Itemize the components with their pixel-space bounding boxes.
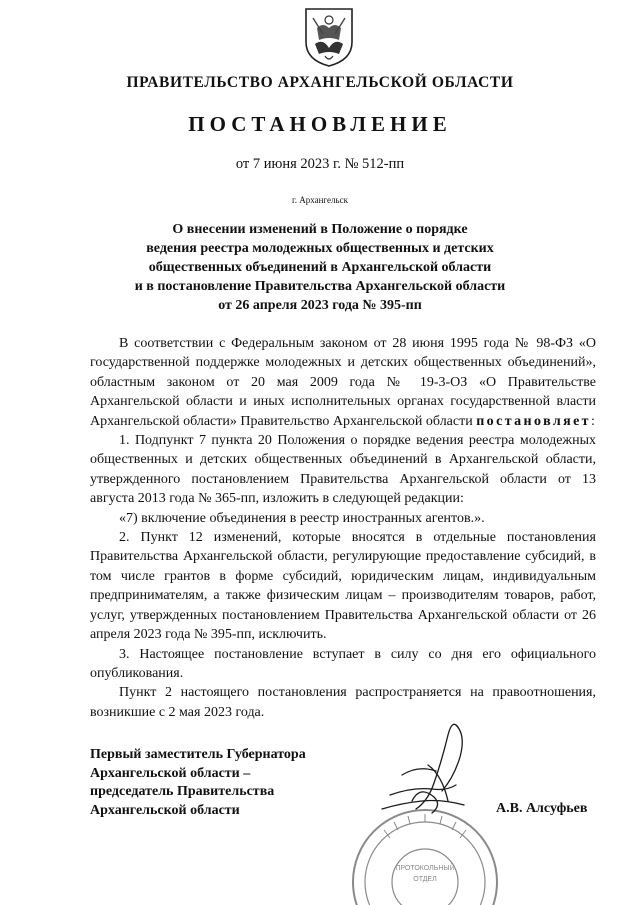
signer-position-line: председатель Правительства	[90, 784, 275, 799]
title-line: ведения реестра молодежных общественных и детских	[146, 241, 494, 256]
decree-body	[90, 334, 596, 722]
signer-position-line: Архангельской области	[90, 802, 240, 818]
decree-date-number: от 7 июня 2023 г. № 512-пп	[235, 156, 405, 172]
preamble-text: В соответствии с Федеральным законом от 28 июня 1995 года № 98-ФЗ «О государственной поддержке молодежных и детских общественных объединений», областным законом от 20 мая 2009 года № 19-3-ОЗ «О Правительстве Архангельской области и иных исполнительных органах государственной власти Архангельской области» Правительство Архангельской области	[90, 336, 596, 429]
decree-title	[110, 220, 530, 315]
signer-position-line: Архангельской области –	[90, 765, 251, 781]
title-line: от 26 апреля 2023 года № 395-пп	[218, 298, 422, 313]
resolves-keyword: постановляет	[476, 413, 591, 429]
stamp-label: ОТДЕЛ	[413, 876, 437, 883]
signer-position-line: Первый заместитель Губернатора	[90, 747, 306, 762]
paragraph-3: 3. Настоящее постановление вступает в силу со дня его официального опубликования.	[90, 646, 596, 681]
stamp-label: ПРОТОКОЛЬНЫЙ	[395, 865, 455, 872]
issuing-city: г. Архангельск	[292, 195, 348, 205]
organization-name: ПРАВИТЕЛЬСТВО АРХАНГЕЛЬСКОЙ ОБЛАСТИ	[126, 74, 514, 91]
resolves-colon: :	[590, 413, 595, 429]
paragraph-1: 1. Подпункт 7 пункта 20 Положения о порядке ведения реестра молодежных общественных и детских общественных объединений в Архангельской области, утвержденного постановлением Правительства Архангельской области от 13 августа 2013 года № 365-пп, изложить в следующей редакции:	[90, 433, 596, 507]
title-line: и в постановление Правительства Архангельской области	[134, 279, 506, 294]
signer-name: А.В. Алсуфьев	[496, 801, 588, 816]
preamble-paragraph	[90, 334, 596, 431]
document-type: ПОСТАНОВЛЕНИЕ	[188, 112, 452, 136]
title-line: общественных объединений в Архангельской области	[148, 260, 492, 275]
paragraph-1-quote: «7) включение объединения в реестр иностранных агентов.».	[119, 510, 485, 526]
handwritten-signature	[372, 705, 494, 825]
paragraph-4: Пункт 2 настоящего постановления распространяется на правоотношения, возникшие с 2 мая 2023 года.	[90, 685, 596, 720]
title-line: О внесении изменений в Положение о порядке	[172, 222, 468, 237]
coat-of-arms-emblem	[303, 6, 355, 68]
paragraph-2: 2. Пункт 12 изменений, которые вносятся в отдельные постановления Правительства Архангельской области, регулирующие предоставление субсидий, в том числе грантов в форме субсидий, юридическим лицам, индивидуальным предпринимателям, а также физическим лицам – производителям товаров, работ, услуг, утвержденных постановлением Правительства Архангельской области от 26 апреля 2023 года № 395-пп, исключить.	[90, 530, 596, 643]
